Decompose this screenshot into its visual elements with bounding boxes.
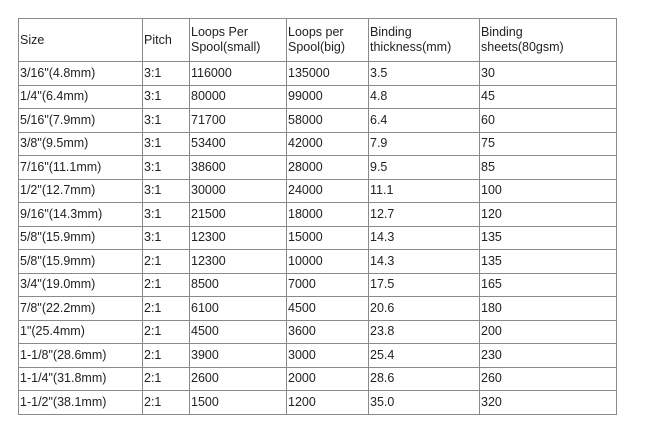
cell-thickness: 14.3 [369,226,480,250]
header-pitch: Pitch [143,19,190,62]
table-row [19,62,617,86]
cell-pitch: 2:1 [143,273,190,297]
cell-size: 1"(25.4mm) [19,320,143,344]
table-row [19,109,617,133]
cell-loops-big: 2000 [287,367,369,391]
cell-thickness: 28.6 [369,367,480,391]
cell-loops-small: 53400 [190,132,287,156]
cell-sheets: 85 [480,156,617,180]
cell-loops-big: 24000 [287,179,369,203]
cell-size: 3/4"(19.0mm) [19,273,143,297]
cell-size: 1-1/8"(28.6mm) [19,344,143,368]
table-row [19,367,617,391]
cell-size: 1/2"(12.7mm) [19,179,143,203]
cell-thickness: 12.7 [369,203,480,227]
cell-sheets: 180 [480,297,617,321]
cell-size: 1/4"(6.4mm) [19,85,143,109]
cell-size: 7/8"(22.2mm) [19,297,143,321]
cell-loops-small: 21500 [190,203,287,227]
cell-loops-big: 135000 [287,62,369,86]
cell-thickness: 9.5 [369,156,480,180]
cell-pitch: 2:1 [143,250,190,274]
cell-loops-big: 28000 [287,156,369,180]
cell-thickness: 25.4 [369,344,480,368]
cell-sheets: 135 [480,226,617,250]
cell-loops-small: 116000 [190,62,287,86]
cell-loops-small: 1500 [190,391,287,415]
table-row [19,391,617,415]
cell-loops-small: 12300 [190,226,287,250]
cell-loops-big: 7000 [287,273,369,297]
cell-sheets: 100 [480,179,617,203]
cell-pitch: 3:1 [143,156,190,180]
header-sheets: Binding sheets(80gsm) [480,19,617,62]
cell-loops-big: 3000 [287,344,369,368]
cell-loops-small: 80000 [190,85,287,109]
cell-size: 3/8"(9.5mm) [19,132,143,156]
cell-loops-small: 38600 [190,156,287,180]
cell-thickness: 35.0 [369,391,480,415]
cell-thickness: 7.9 [369,132,480,156]
cell-loops-small: 30000 [190,179,287,203]
header-loops-big: Loops per Spool(big) [287,19,369,62]
cell-pitch: 2:1 [143,320,190,344]
cell-loops-small: 4500 [190,320,287,344]
table-header [19,19,617,62]
cell-thickness: 11.1 [369,179,480,203]
cell-loops-big: 3600 [287,320,369,344]
header-loops-small: Loops Per Spool(small) [190,19,287,62]
cell-sheets: 30 [480,62,617,86]
cell-sheets: 135 [480,250,617,274]
cell-thickness: 4.8 [369,85,480,109]
cell-size: 3/16"(4.8mm) [19,62,143,86]
cell-loops-big: 4500 [287,297,369,321]
cell-loops-big: 1200 [287,391,369,415]
cell-pitch: 2:1 [143,297,190,321]
table-row [19,203,617,227]
cell-size: 1-1/4"(31.8mm) [19,367,143,391]
cell-loops-small: 3900 [190,344,287,368]
table-row [19,297,617,321]
cell-pitch: 3:1 [143,203,190,227]
cell-sheets: 75 [480,132,617,156]
cell-sheets: 320 [480,391,617,415]
cell-thickness: 23.8 [369,320,480,344]
cell-pitch: 2:1 [143,391,190,415]
cell-sheets: 45 [480,85,617,109]
cell-thickness: 6.4 [369,109,480,133]
header-thickness: Binding thickness(mm) [369,19,480,62]
cell-pitch: 2:1 [143,344,190,368]
cell-size: 7/16"(11.1mm) [19,156,143,180]
table-row [19,273,617,297]
cell-loops-small: 6100 [190,297,287,321]
table-row [19,85,617,109]
cell-size: 9/16"(14.3mm) [19,203,143,227]
cell-sheets: 60 [480,109,617,133]
cell-pitch: 3:1 [143,132,190,156]
table-row [19,344,617,368]
cell-size: 5/8"(15.9mm) [19,250,143,274]
table-row [19,179,617,203]
cell-loops-big: 99000 [287,85,369,109]
table-row [19,320,617,344]
cell-sheets: 230 [480,344,617,368]
cell-loops-small: 8500 [190,273,287,297]
table-body [19,62,617,415]
cell-loops-big: 42000 [287,132,369,156]
cell-loops-small: 71700 [190,109,287,133]
cell-loops-small: 2600 [190,367,287,391]
header-size: Size [19,19,143,62]
cell-size: 1-1/2"(38.1mm) [19,391,143,415]
spec-table [18,18,617,415]
cell-size: 5/8"(15.9mm) [19,226,143,250]
cell-thickness: 14.3 [369,250,480,274]
cell-size: 5/16"(7.9mm) [19,109,143,133]
cell-loops-small: 12300 [190,250,287,274]
cell-sheets: 200 [480,320,617,344]
cell-sheets: 120 [480,203,617,227]
cell-loops-big: 10000 [287,250,369,274]
cell-thickness: 17.5 [369,273,480,297]
cell-pitch: 2:1 [143,367,190,391]
table-row [19,250,617,274]
cell-loops-big: 58000 [287,109,369,133]
cell-pitch: 3:1 [143,179,190,203]
cell-pitch: 3:1 [143,62,190,86]
cell-sheets: 260 [480,367,617,391]
table-row [19,226,617,250]
table-row [19,156,617,180]
cell-pitch: 3:1 [143,85,190,109]
cell-loops-big: 15000 [287,226,369,250]
cell-thickness: 20.6 [369,297,480,321]
cell-pitch: 3:1 [143,226,190,250]
cell-pitch: 3:1 [143,109,190,133]
cell-thickness: 3.5 [369,62,480,86]
cell-loops-big: 18000 [287,203,369,227]
table-row [19,132,617,156]
cell-sheets: 165 [480,273,617,297]
header-row [19,19,617,62]
